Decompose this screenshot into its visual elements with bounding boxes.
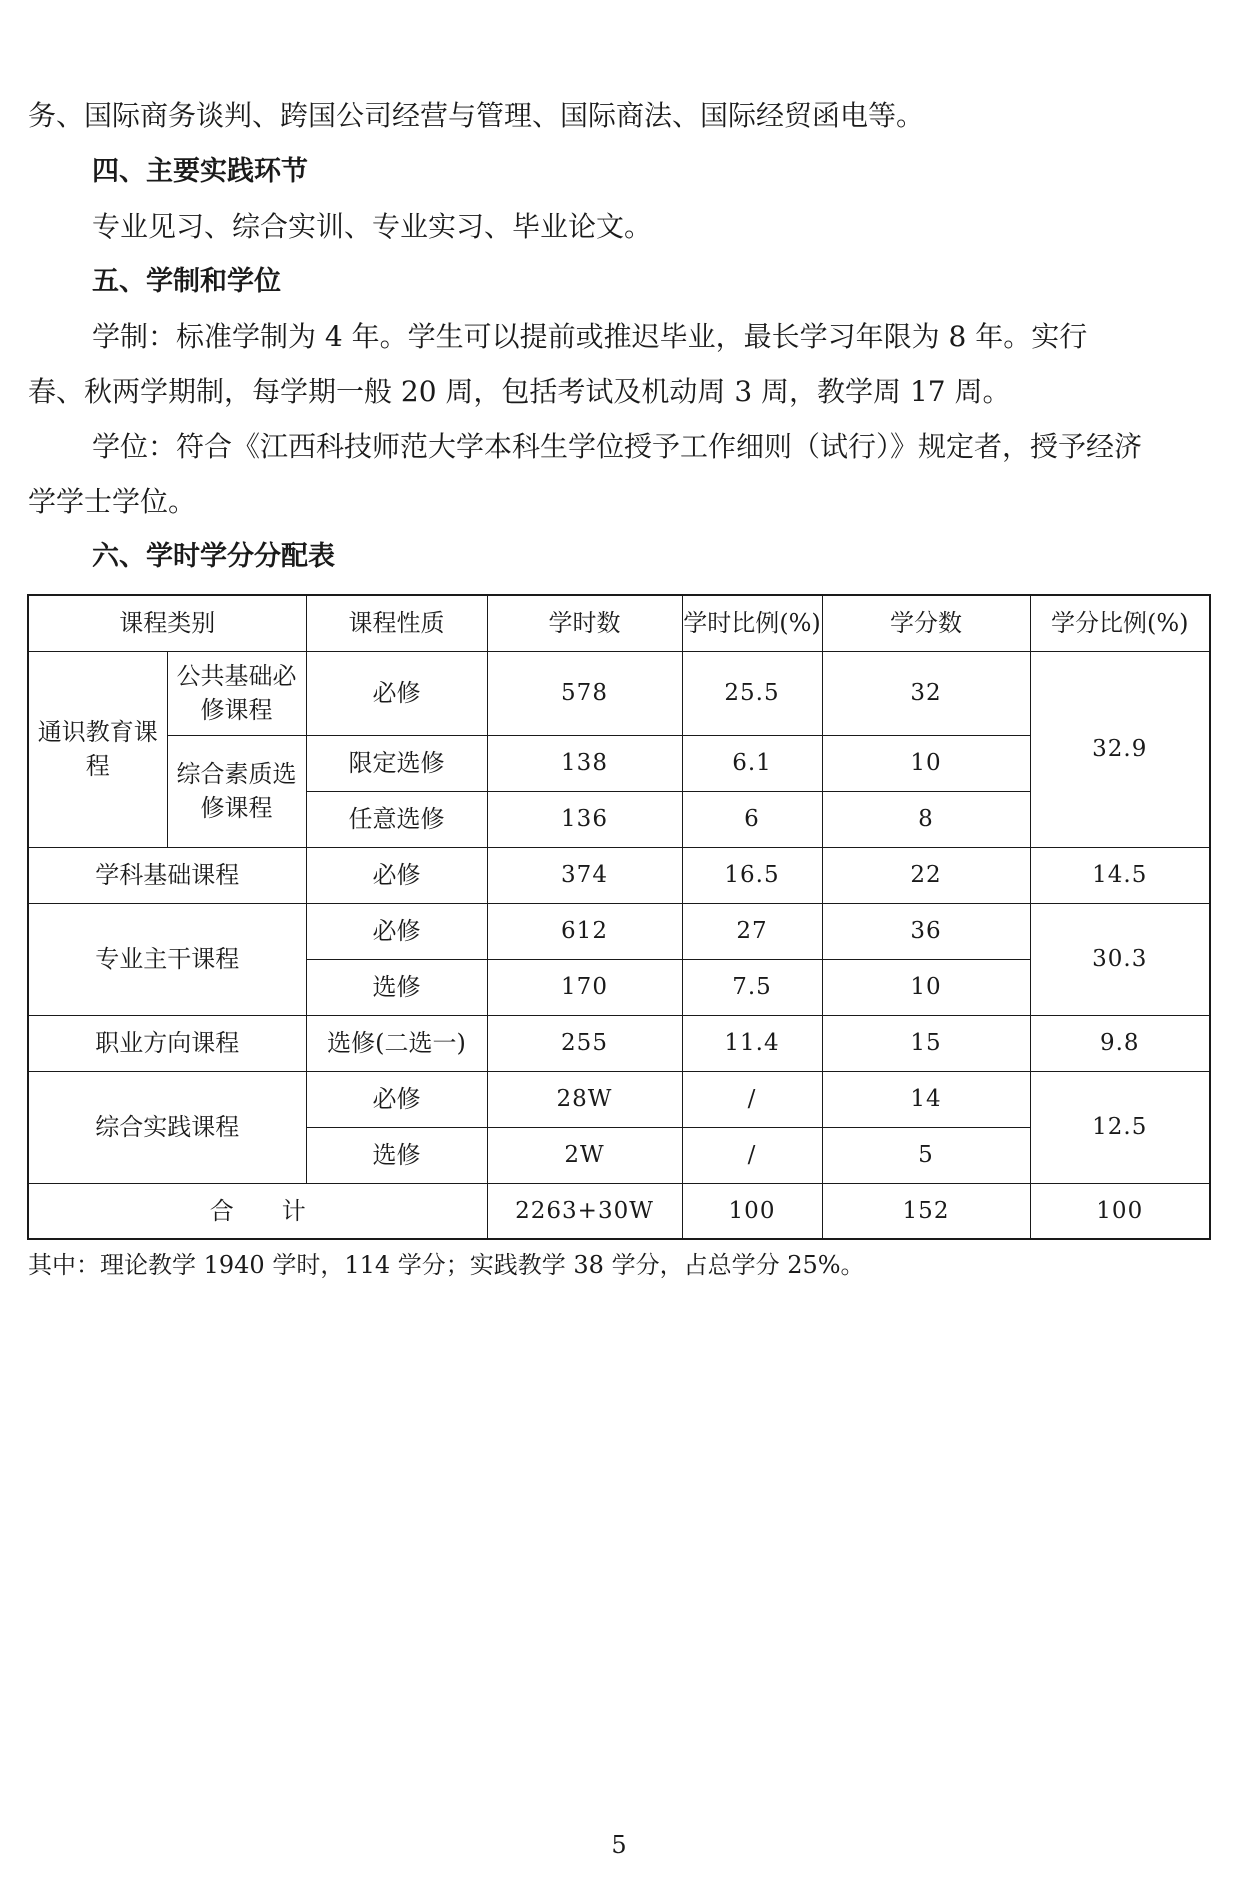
table-total-row: [28, 1183, 1210, 1239]
nature-cell: 必修: [306, 1071, 487, 1127]
credit-ratio-cell: 9.8: [1030, 1015, 1210, 1071]
total-label: 合 计: [28, 1183, 487, 1239]
hours-cell: 255: [487, 1015, 682, 1071]
hours-cell: 28W: [487, 1071, 682, 1127]
section-heading-degree: 五、学制和学位: [92, 266, 281, 297]
hours-cell: 374: [487, 847, 682, 903]
total-credits: 152: [822, 1183, 1030, 1239]
nature-cell: 选修: [306, 1127, 487, 1183]
nature-cell: 限定选修: [306, 735, 487, 791]
credits-cell: 14: [822, 1071, 1030, 1127]
paragraph-continuation: 务、国际商务谈判、跨国公司经营与管理、国际商法、国际经贸函电等。: [28, 99, 925, 132]
table-row: [28, 903, 1210, 959]
hours-cell: 612: [487, 903, 682, 959]
hours-cell: 2W: [487, 1127, 682, 1183]
credits-cell: 10: [822, 959, 1030, 1015]
header-course-nature: 课程性质: [306, 595, 487, 651]
credit-ratio-cell: 30.3: [1030, 903, 1210, 1015]
credit-ratio-cell: 32.9: [1030, 651, 1210, 847]
header-credit-ratio: 学分比例(%): [1030, 595, 1210, 651]
hours-cell: 170: [487, 959, 682, 1015]
total-credit-ratio: 100: [1030, 1183, 1210, 1239]
credit-ratio-cell: 12.5: [1030, 1071, 1210, 1183]
hours-cell: 138: [487, 735, 682, 791]
paragraph-schooling-line1: 学制：标准学制为 4 年。学生可以提前或推迟毕业，最长学习年限为 8 年。实行: [92, 320, 1088, 353]
credit-allocation-table: [27, 594, 1211, 1240]
category-comprehensive-practice: 综合实践课程: [28, 1071, 306, 1183]
total-hour-ratio: 100: [682, 1183, 822, 1239]
header-hours: 学时数: [487, 595, 682, 651]
subcategory-quality-elective: 综合素质选修课程: [167, 735, 306, 847]
header-course-category: 课程类别: [28, 595, 306, 651]
hour-ratio-cell: /: [682, 1071, 822, 1127]
credits-cell: 5: [822, 1127, 1030, 1183]
nature-cell: 必修: [306, 651, 487, 735]
table-row: [28, 651, 1210, 735]
total-hours: 2263+30W: [487, 1183, 682, 1239]
paragraph-practice: 专业见习、综合实训、专业实习、毕业论文。: [92, 210, 653, 243]
credits-cell: 15: [822, 1015, 1030, 1071]
header-hour-ratio: 学时比例(%): [682, 595, 822, 651]
nature-cell: 选修(二选一): [306, 1015, 487, 1071]
table-header-row: [28, 595, 1210, 651]
hour-ratio-cell: /: [682, 1127, 822, 1183]
hours-cell: 578: [487, 651, 682, 735]
hour-ratio-cell: 25.5: [682, 651, 822, 735]
nature-cell: 必修: [306, 903, 487, 959]
header-credits: 学分数: [822, 595, 1030, 651]
hour-ratio-cell: 7.5: [682, 959, 822, 1015]
credits-cell: 10: [822, 735, 1030, 791]
category-career-direction: 职业方向课程: [28, 1015, 306, 1071]
category-general-education: 通识教育课程: [28, 651, 167, 847]
credit-ratio-cell: 14.5: [1030, 847, 1210, 903]
table-row: [28, 1015, 1210, 1071]
table-footnote: 其中：理论教学 1940 学时，114 学分；实践教学 38 学分，占总学分 25%。: [28, 1251, 865, 1279]
category-major-core: 专业主干课程: [28, 903, 306, 1015]
credits-cell: 22: [822, 847, 1030, 903]
hour-ratio-cell: 27: [682, 903, 822, 959]
paragraph-degree-line1: 学位：符合《江西科技师范大学本科生学位授予工作细则（试行）》规定者，授予经济: [92, 430, 1143, 463]
nature-cell: 任意选修: [306, 791, 487, 847]
hour-ratio-cell: 6: [682, 791, 822, 847]
hour-ratio-cell: 16.5: [682, 847, 822, 903]
paragraph-schooling-line2: 春、秋两学期制，每学期一般 20 周，包括考试及机动周 3 周，教学周 17 周。: [28, 375, 1011, 408]
hours-cell: 136: [487, 791, 682, 847]
paragraph-degree-line2: 学学士学位。: [28, 485, 197, 518]
page-number: 5: [611, 1831, 627, 1859]
category-discipline-basic: 学科基础课程: [28, 847, 306, 903]
section-heading-practice: 四、主要实践环节: [92, 156, 308, 187]
credits-cell: 36: [822, 903, 1030, 959]
credits-cell: 32: [822, 651, 1030, 735]
table-row: [28, 847, 1210, 903]
credits-cell: 8: [822, 791, 1030, 847]
table-row: [28, 1071, 1210, 1127]
hour-ratio-cell: 6.1: [682, 735, 822, 791]
nature-cell: 必修: [306, 847, 487, 903]
section-heading-credit-table: 六、学时学分分配表: [92, 541, 335, 572]
hour-ratio-cell: 11.4: [682, 1015, 822, 1071]
subcategory-public-basic: 公共基础必修课程: [167, 651, 306, 735]
nature-cell: 选修: [306, 959, 487, 1015]
